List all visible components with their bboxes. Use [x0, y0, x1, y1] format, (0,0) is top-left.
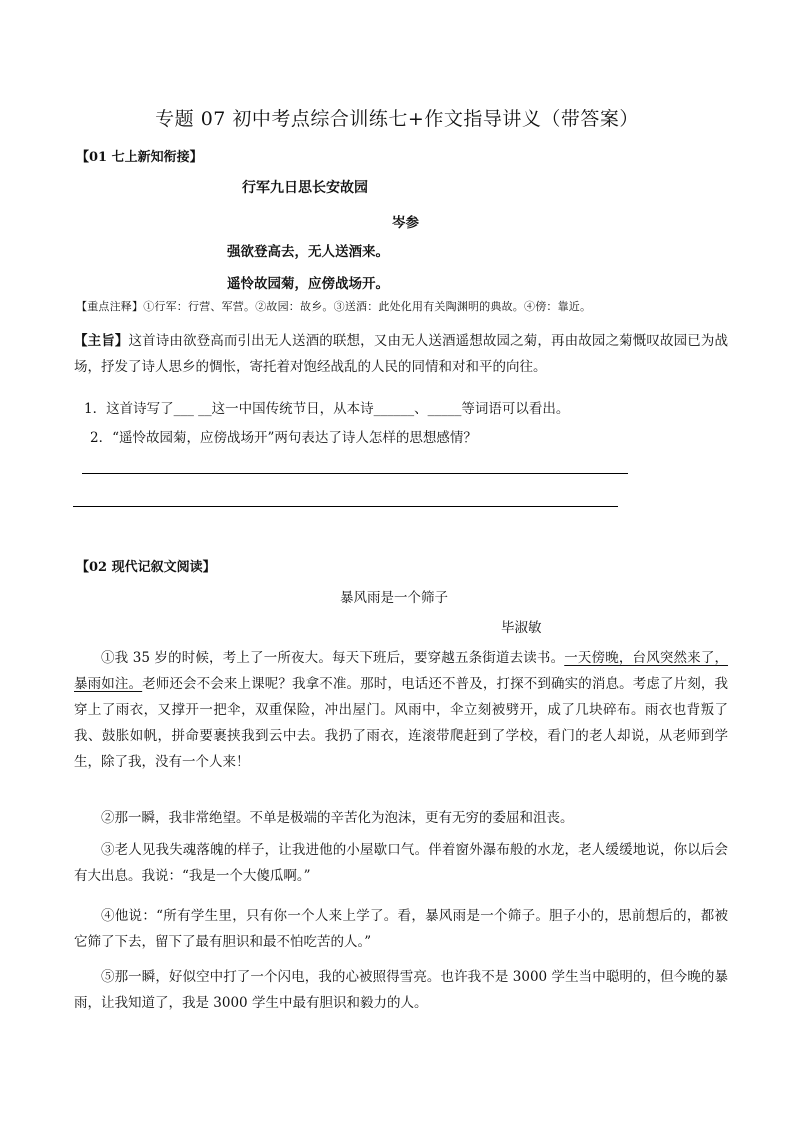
essay-author: 毕淑敏: [501, 620, 542, 636]
essay-title: 暴风雨是一个筛子: [340, 590, 448, 606]
theme-label: 【主旨】: [74, 333, 129, 349]
key-notes: 【重点注释】①行军：行营、军营。②故园：故乡。③送酒：此处化用有关陶渊明的典故。④傍：靠近。: [76, 300, 592, 313]
essay-paragraph-5: ⑤那一瞬，好似空中打了一个闪电，我的心被照得雪亮。也许我不是 3000 学生当中聪明的，但今晚的暴雨，让我知道了，我是 3000 学生中最有胆识和毅力的人。: [74, 969, 728, 1011]
p1-start: ①我 35 岁的时候，考上了一所夜大。每天下班后，要穿越五条街道去读书。: [101, 650, 565, 666]
poem-title: 行军九日思长安故园: [242, 180, 368, 196]
theme-text: 这首诗由欲登高而引出无人送酒的联想，又由无人送酒遥想故园之菊，再由故园之菊慨叹故园已为战场，抒发了诗人思乡的惆怅，寄托着对饱经战乱的人民的同情和对和平的向往。: [74, 333, 729, 375]
poem-line-1: 强欲登高去，无人送酒来。: [227, 244, 389, 260]
p1-end: 老师还会不会来上课呢？我拿不准。那时，电话还不普及，打探不到确实的消息。考虑了片刻，我穿上了雨衣，又撑开一把伞，双重保险，冲出屋门。风雨中，伞立刻被劈开，成了几块碎布。雨衣也背叛了我、鼓胀如帆，拼命要裹挟我到云中去。我扔了雨衣，连滚带爬赶到了学校，看门的老人却说，从老师到学生，除了我，没有一个人来！: [74, 676, 729, 770]
poem-author: 岑参: [392, 215, 419, 231]
poem-line-2: 遥怜故园菊，应傍战场开。: [227, 276, 389, 292]
section-header-reading: 【02 现代记叙文阅读】: [76, 560, 216, 575]
essay-paragraph-4: ④他说：“所有学生里，只有你一个人来上学了。看，暴风雨是一个筛子。胆子小的，思前想后的，都被它筛了下去，留下了最有胆识和最不怕吃苦的人。”: [74, 908, 728, 950]
answer-line-1: [82, 473, 628, 474]
essay-paragraph-3: ③老人见我失魂落魄的样子，让我进他的小屋歇口气。伴着窗外瀑布般的水龙，老人缓缓地说，你以后会有大出息。我说：“我是一个大傻瓜啊。”: [74, 842, 728, 884]
essay-paragraph-2: ②那一瞬，我非常绝望。不单是极端的辛苦化为泡沫，更有无穷的委屈和沮丧。: [101, 810, 574, 826]
page-title: 专题 07 初中考点综合训练七+作文指导讲义（带答案）: [155, 108, 639, 130]
theme-paragraph: [74, 328, 728, 380]
p1-underlined-sentence: 一天傍晚，台风突然来了，暴雨如注。: [74, 650, 729, 692]
essay-paragraph-1: [74, 645, 728, 775]
section-header-poetry: 【01 七上新知衔接】: [76, 150, 203, 165]
question-2: 2．“遥怜故园菊，应傍战场开”两句表达了诗人怎样的思想感情？: [90, 430, 477, 446]
answer-line-2: [73, 506, 618, 507]
question-1: 1．这首诗写了___ __这一中国传统节日，从本诗______、_____等词语可以看出。: [84, 401, 570, 417]
